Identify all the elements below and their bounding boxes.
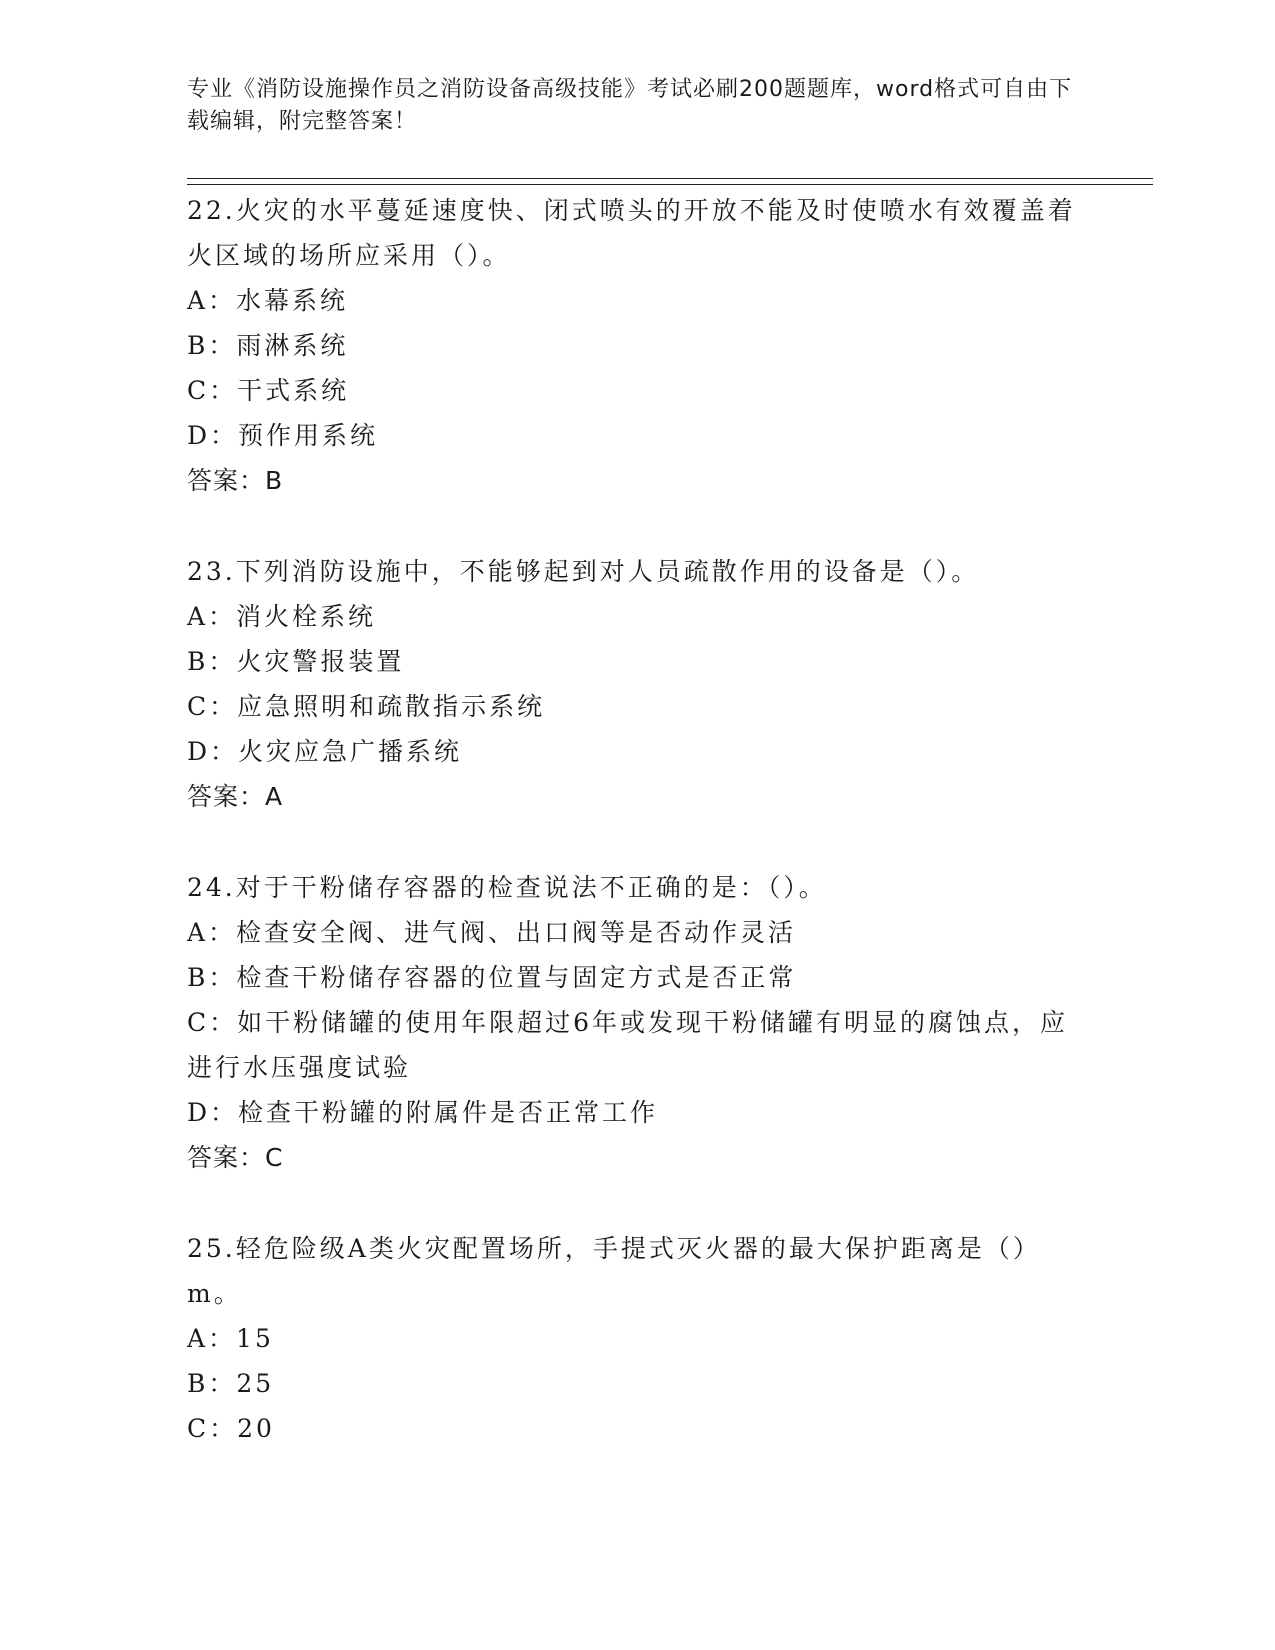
option-a: A：15	[187, 1324, 274, 1353]
option-c: C：干式系统	[187, 376, 350, 405]
question-list	[187, 188, 1087, 1451]
header-divider-bottom	[187, 184, 1153, 185]
document-header: 专业《消防设施操作员之消防设备高级技能》考试必刷200题题库，word格式可自由下载编辑，附完整答案！	[187, 77, 1073, 134]
question-stem: 22.火灾的水平蔓延速度快、闭式喷头的开放不能及时使喷水有效覆盖着火区域的场所应采用（）。	[187, 196, 1076, 270]
option-d: D：检查干粉罐的附属件是否正常工作	[187, 1098, 659, 1127]
option-c: C：20	[187, 1414, 275, 1443]
option-b: B：雨淋系统	[187, 331, 349, 360]
option-b: B：检查干粉储存容器的位置与固定方式是否正常	[187, 963, 797, 992]
question-stem: 24.对于干粉储存容器的检查说法不正确的是：（）。	[187, 873, 827, 902]
answer-line: 答案：B	[187, 466, 284, 495]
option-c: C：应急照明和疏散指示系统	[187, 692, 546, 721]
question-24	[187, 865, 1087, 1180]
option-b: B：火灾警报装置	[187, 647, 405, 676]
option-a: A：检查安全阀、进气阀、出口阀等是否动作灵活	[187, 918, 797, 947]
option-a: A：水幕系统	[187, 286, 349, 315]
option-b: B：25	[187, 1369, 275, 1398]
option-d: D：预作用系统	[187, 421, 379, 450]
option-a: A：消火栓系统	[187, 602, 377, 631]
question-stem: 23.下列消防设施中，不能够起到对人员疏散作用的设备是（）。	[187, 557, 980, 586]
answer-line: 答案：A	[187, 782, 284, 811]
question-22	[187, 188, 1087, 503]
header-divider-top	[187, 178, 1153, 179]
option-c: C：如干粉储罐的使用年限超过6年或发现干粉储罐有明显的腐蚀点，应进行水压强度试验	[187, 1008, 1069, 1082]
option-d: D：火灾应急广播系统	[187, 737, 463, 766]
answer-line: 答案：C	[187, 1143, 284, 1172]
question-stem: 25.轻危险级A类火灾配置场所，手提式灭火器的最大保护距离是（）m。	[187, 1234, 1041, 1308]
question-25	[187, 1226, 1087, 1451]
question-23	[187, 549, 1087, 819]
